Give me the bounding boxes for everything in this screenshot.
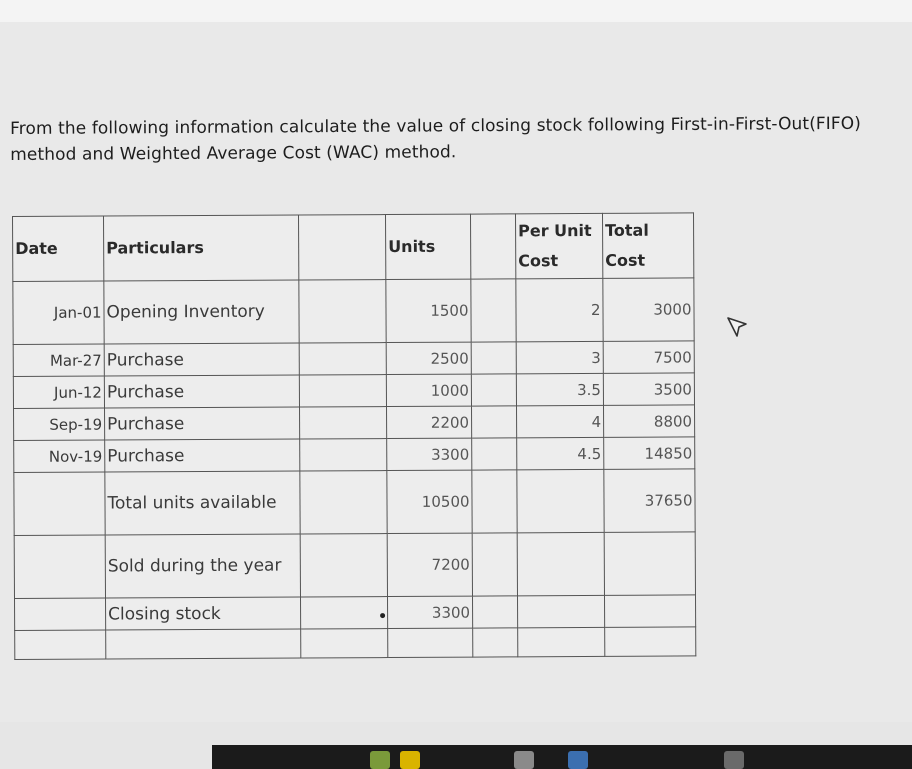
cell-blank — [299, 343, 386, 375]
cell-gap — [471, 374, 516, 406]
table-row — [13, 373, 694, 409]
cell-total-cost: 37650 — [604, 469, 695, 532]
cell-particulars: Total units available — [105, 471, 300, 535]
cell-empty — [15, 630, 106, 659]
cell-per-unit-cost: 4 — [517, 405, 604, 437]
cell-per-unit-cost — [517, 532, 604, 595]
app-icon[interactable] — [514, 751, 534, 769]
cell-total-cost: 14850 — [604, 437, 695, 469]
cell-particulars: Sold during the year — [105, 534, 300, 598]
cell-date — [14, 535, 105, 598]
app-icon[interactable] — [400, 751, 420, 769]
cell-empty — [605, 627, 696, 656]
table-row — [13, 278, 694, 345]
cell-units: 10500 — [387, 470, 472, 533]
cell-particulars: Purchase — [104, 375, 299, 408]
cell-date — [15, 598, 106, 630]
cell-empty — [388, 628, 473, 657]
cell-blank — [299, 375, 386, 407]
cell-particulars: Opening Inventory — [104, 280, 299, 344]
cell-empty — [473, 628, 518, 657]
cell-blank — [300, 534, 387, 597]
cell-date — [14, 472, 105, 535]
cell-empty — [301, 629, 388, 658]
cell-blank — [300, 407, 387, 439]
table-row — [13, 341, 694, 377]
table-row — [14, 405, 695, 441]
dot-mark — [380, 613, 385, 618]
cell-date: Sep-19 — [14, 408, 105, 440]
cell-date: Mar-27 — [13, 344, 104, 376]
cell-blank — [300, 471, 387, 534]
cell-gap — [472, 406, 517, 438]
cell-units: 3300 — [387, 596, 472, 628]
cell-per-unit-cost: 3.5 — [516, 373, 603, 405]
cell-units: 2200 — [387, 406, 472, 438]
cell-particulars: Closing stock — [106, 597, 301, 630]
cell-gap — [472, 533, 517, 596]
header-gap — [470, 214, 515, 279]
inventory-table-wrap — [12, 212, 696, 660]
cell-blank — [300, 439, 387, 471]
cell-units: 3300 — [387, 438, 472, 470]
cell-blank — [300, 597, 387, 629]
cell-gap — [472, 596, 517, 628]
cell-empty — [106, 629, 301, 659]
cell-blank — [299, 280, 386, 343]
cell-units: 2500 — [386, 342, 471, 374]
app-icon[interactable] — [568, 751, 588, 769]
table-row — [14, 532, 695, 599]
cell-date: Jan-01 — [13, 281, 104, 344]
cell-particulars: Purchase — [105, 439, 300, 472]
cell-per-unit-cost: 3 — [516, 341, 603, 373]
cell-total-cost — [604, 595, 695, 627]
header-units: Units — [385, 214, 470, 279]
header-per-unit-cost: Per Unit Cost — [515, 213, 602, 278]
table-row — [14, 437, 695, 473]
cell-per-unit-cost — [517, 469, 604, 532]
cell-gap — [471, 342, 516, 374]
table-row-empty — [15, 627, 696, 660]
mouse-pointer-icon — [724, 312, 754, 342]
inventory-table — [12, 212, 696, 660]
cell-per-unit-cost — [517, 595, 604, 627]
cell-gap — [471, 279, 516, 342]
cell-total-cost: 3000 — [603, 278, 694, 341]
cell-total-cost: 3500 — [603, 373, 694, 405]
cell-units: 7200 — [387, 533, 472, 596]
header-date: Date — [13, 216, 104, 281]
cell-empty — [518, 627, 605, 656]
header-blank — [298, 215, 385, 280]
cell-particulars: Purchase — [104, 343, 299, 376]
taskbar — [212, 745, 912, 769]
cell-total-cost — [604, 532, 695, 595]
cell-gap — [472, 438, 517, 470]
cell-per-unit-cost: 4.5 — [517, 437, 604, 469]
table-row — [14, 469, 695, 536]
cell-units: 1000 — [386, 374, 471, 406]
app-icon[interactable] — [370, 751, 390, 769]
cell-per-unit-cost: 2 — [516, 278, 603, 341]
cell-date: Nov-19 — [14, 440, 105, 472]
cell-total-cost: 7500 — [603, 341, 694, 373]
cell-gap — [472, 470, 517, 533]
cell-date: Jun-12 — [13, 376, 104, 408]
cell-particulars: Purchase — [105, 407, 300, 440]
cell-total-cost: 8800 — [603, 405, 694, 437]
header-total-cost: Total Cost — [602, 213, 693, 278]
app-icon[interactable] — [724, 751, 744, 769]
question-text: From the following information calculate the value of closing stock following First-in-First-Out(FIFO) method and Weighted Average Cost (WAC) method. — [10, 113, 862, 165]
table-header-row — [13, 213, 694, 282]
cell-units: 1500 — [386, 279, 471, 342]
table-row — [15, 595, 696, 631]
header-particulars: Particulars — [104, 215, 299, 281]
